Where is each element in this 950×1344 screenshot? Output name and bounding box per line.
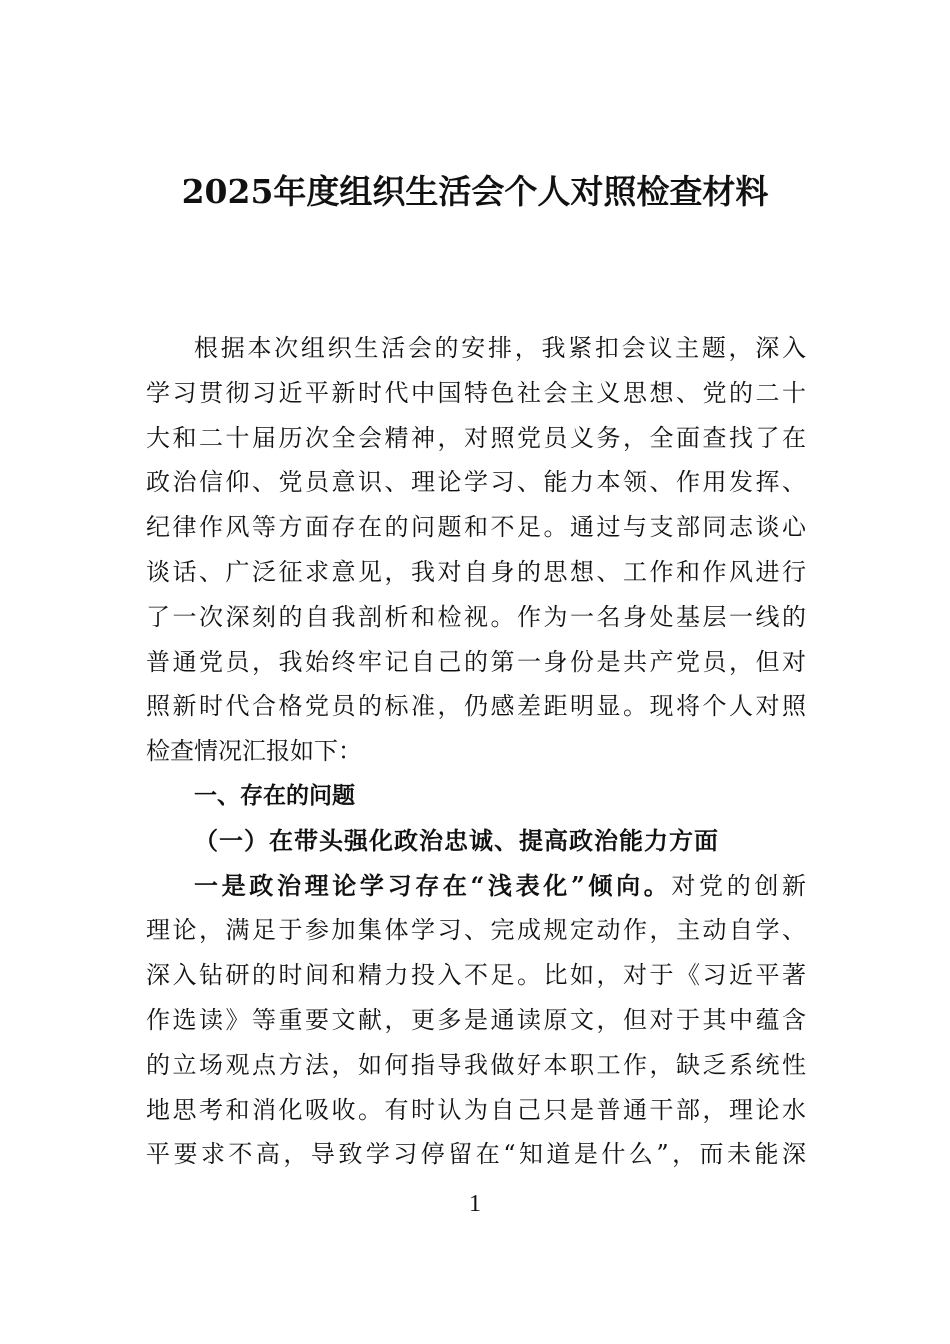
intro-line: 检查情况汇报如下： [146, 737, 362, 766]
intro-line: 普通党员，我始终牢记自己的第一身份是共产党员，但对 [146, 647, 806, 676]
section-heading: 一、存在的问题 [194, 782, 355, 809]
intro-line: 学习贯彻习近平新时代中国特色社会主义思想、党的二十 [146, 378, 806, 407]
point-line: 平要求不高，导致学习停留在“知道是什么”，而未能深 [146, 1140, 806, 1169]
point-line: 理论，满足于参加集体学习、完成规定动作，主动自学、 [146, 916, 806, 945]
intro-line: 照新时代合格党员的标准，仍感差距明显。现将个人对照 [146, 692, 806, 721]
intro-line: 大和二十届历次全会精神，对照党员义务，全面查找了在 [146, 423, 806, 452]
intro-line: 了一次深刻的自我剖析和检视。作为一名身处基层一线的 [146, 602, 806, 631]
intro-line: 根据本次组织生活会的安排，我紧扣会议主题，深入 [194, 334, 806, 362]
document-title: 2025年度组织生活会个人对照检查材料 [181, 172, 769, 211]
point-first-line-rest: 对党的创新 [671, 871, 807, 900]
point-first-line [146, 864, 806, 909]
intro-line: 纪律作风等方面存在的问题和不足。通过与支部同志谈心 [146, 513, 806, 542]
page-number: 1 [469, 1191, 481, 1217]
point-line: 深入钻研的时间和精力投入不足。比如，对于《习近平著 [146, 961, 806, 990]
subsection-heading: （一）在带头强化政治忠诚、提高政治能力方面 [194, 825, 719, 855]
intro-line: 谈话、广泛征求意见，我对自身的思想、工作和作风进行 [146, 557, 806, 586]
point-line: 的立场观点方法，如何指导我做好本职工作，缺乏系统性 [146, 1050, 806, 1079]
point-line: 作选读》等重要文献，更多是通读原文，但对于其中蕴含 [146, 1005, 806, 1034]
point-bold-lead: 一是政治理论学习存在“浅表化”倾向。 [194, 870, 672, 900]
point-line: 地思考和消化吸收。有时认为自己只是普通干部，理论水 [146, 1095, 806, 1124]
document-body [146, 326, 806, 1177]
intro-line: 政治信仰、党员意识、理论学习、能力本领、作用发挥、 [146, 468, 806, 497]
